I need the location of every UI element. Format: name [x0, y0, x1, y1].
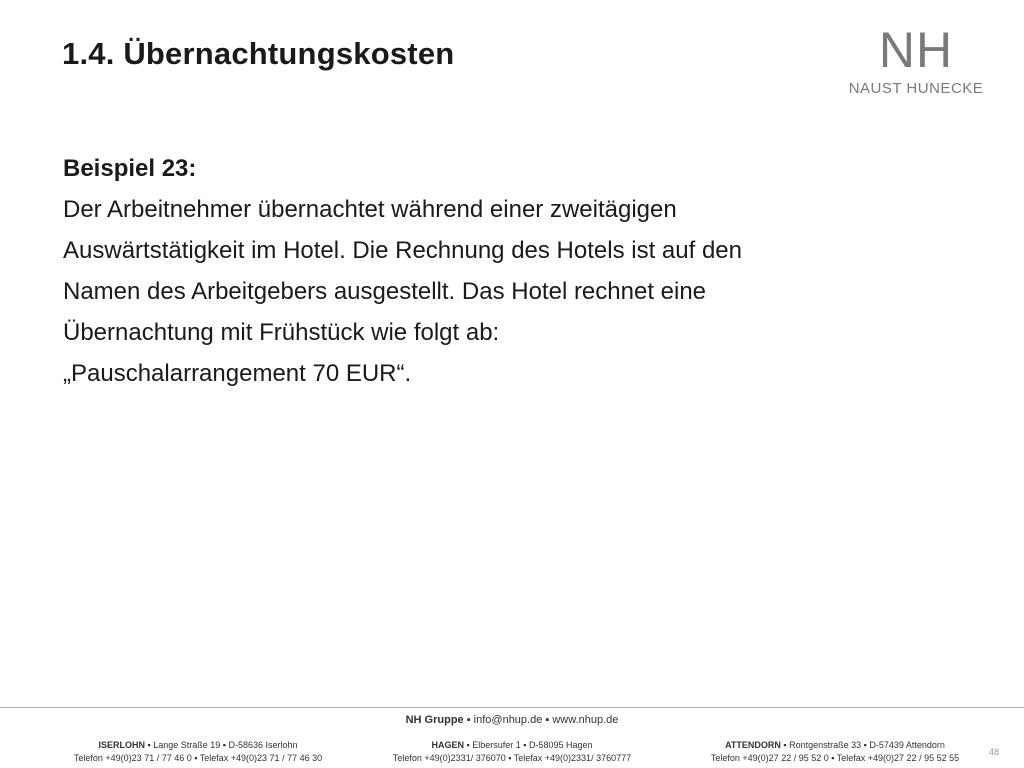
footer-office-attendorn [658, 739, 1012, 765]
footer-group-line [0, 714, 1024, 726]
footer-office-iserlohn [28, 739, 368, 765]
office-city: ATTENDORN [725, 740, 781, 750]
example-heading: Beispiel 23: [63, 155, 197, 182]
logo-text: NAUST HUNECKE [848, 80, 984, 97]
logo-mark: NH [878, 22, 954, 78]
office-city: HAGEN [431, 740, 465, 750]
office-address: ▪ Elbersufer 1 ▪ D-58095 Hagen [466, 740, 593, 750]
footer-office-hagen [338, 739, 686, 765]
office-phones: Telefon +49(0)2331/ 376070 ▪ Telefax +49(0)2331/ 3760777 [392, 753, 632, 763]
footer-group-name: NH Gruppe [405, 714, 464, 726]
office-address: ▪ Rontgenstraße 33 ▪ D-57439 Attendorn [783, 740, 945, 750]
office-phones: Telefon +49(0)23 71 / 77 46 0 ▪ Telefax +49(0)23 71 / 77 46 30 [73, 753, 323, 763]
body-line: „Pauschalarrangement 70 EUR“. [63, 360, 412, 387]
body-line: Auswärtstätigkeit im Hotel. Die Rechnung des Hotels ist auf den [63, 237, 742, 264]
body-line: Übernachtung mit Frühstück wie folgt ab: [63, 319, 500, 346]
page-number: 48 [989, 747, 1000, 757]
office-city: ISERLOHN [98, 740, 145, 750]
footer-divider [0, 707, 1024, 708]
slide-title: 1.4. Übernachtungskosten [62, 36, 455, 71]
company-logo [836, 22, 996, 97]
body-line: Namen des Arbeitgebers ausgestellt. Das Hotel rechnet eine [63, 278, 707, 305]
body-line: Der Arbeitnehmer übernachtet während einer zweitägigen [63, 196, 677, 223]
slide-body [63, 148, 943, 394]
office-address: ▪ Lange Straße 19 ▪ D-58636 Iserlohn [147, 740, 298, 750]
office-phones: Telefon +49(0)27 22 / 95 52 0 ▪ Telefax +49(0)27 22 / 95 52 55 [710, 753, 960, 763]
footer-group-contact: ▪ info@nhup.de ▪ www.nhup.de [466, 714, 619, 726]
